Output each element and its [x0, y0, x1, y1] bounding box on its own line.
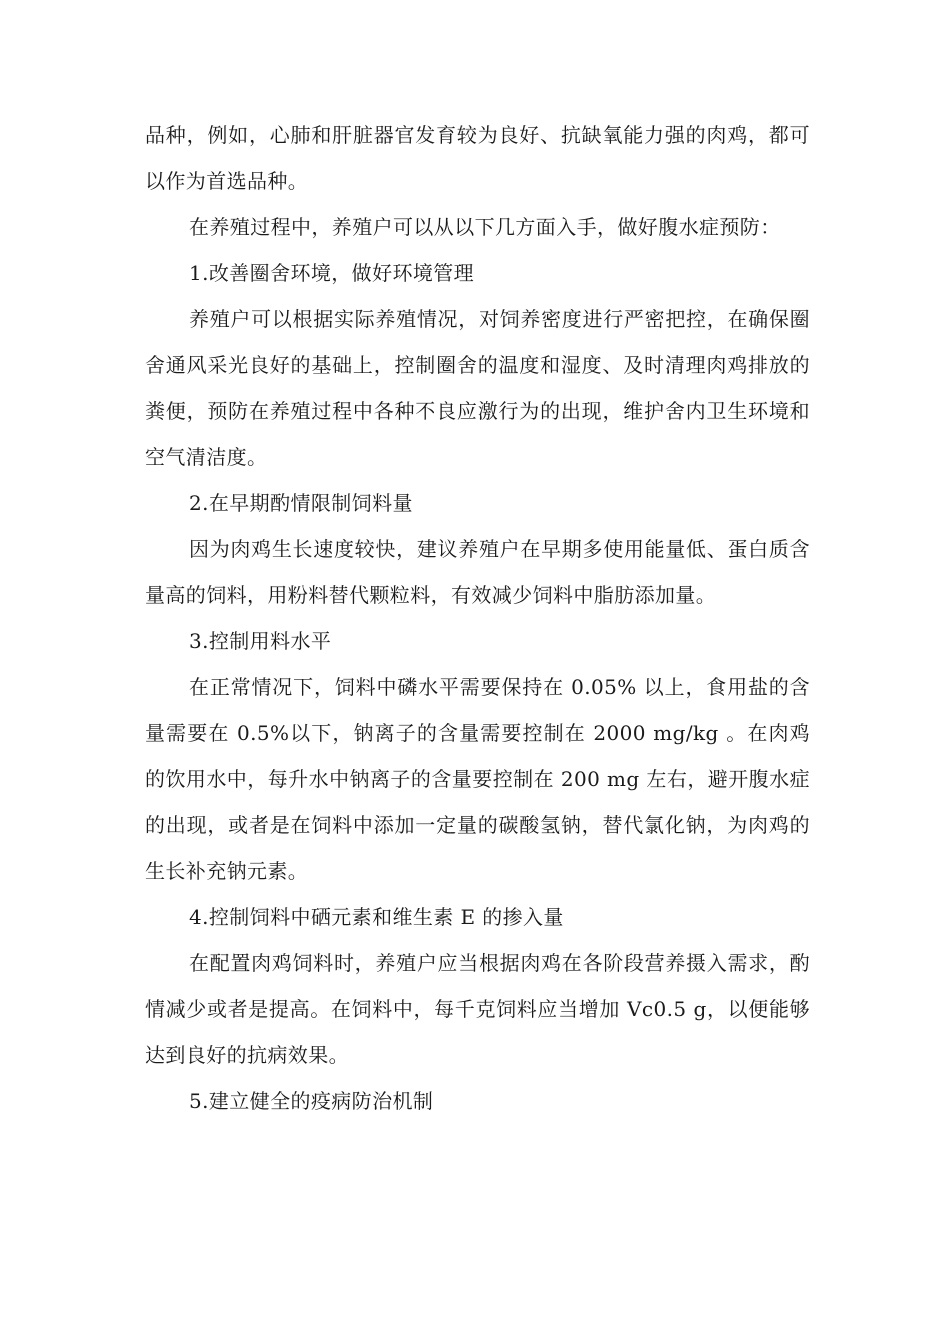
heading-selenium-vitamin-e: 4.控制饲料中硒元素和维生素 E 的掺入量 [189, 905, 564, 929]
heading-feed-level: 3.控制用料水平 [189, 629, 332, 653]
paragraph-selenium-vitamin-e: 在配置肉鸡饲料时，养殖户应当根据肉鸡在各阶段营养摄入需求，酌情减少或者是提高。在饲料中，每千克饲料应当增加 Vc0.5 g，以便能够达到良好的抗病效果。 [145, 951, 810, 1067]
paragraph-breed-selection: 品种，例如，心肺和肝脏器官发育较为良好、抗缺氧能力强的肉鸡，都可以作为首选品种。 [145, 123, 810, 193]
heading-disease-prevention: 5.建立健全的疫病防治机制 [189, 1089, 434, 1113]
paragraph-feed-level: 在正常情况下，饲料中磷水平需要保持在 0.05% 以上，食用盐的含量需要在 0.5%以下，钠离子的含量需要控制在 2000 mg/kg 。在肉鸡的饮用水中，每升水中钠离子的含量要控制在 200 mg 左右，避开腹水症的出现，或者是在饲料中添加一定量的碳酸氢钠，替代氯化钠，为肉鸡的生长补充钠元素。 [145, 675, 810, 883]
heading-environment: 1.改善圈舍环境，做好环境管理 [189, 261, 475, 285]
heading-feed-restriction: 2.在早期酌情限制饲料量 [189, 491, 413, 515]
document-body [145, 112, 810, 1124]
paragraph-prevention-intro: 在养殖过程中，养殖户可以从以下几方面入手，做好腹水症预防： [189, 215, 781, 239]
paragraph-feed-restriction: 因为肉鸡生长速度较快，建议养殖户在早期多使用能量低、蛋白质含量高的饲料，用粉料替代颗粒料，有效减少饲料中脂肪添加量。 [145, 537, 810, 607]
paragraph-environment: 养殖户可以根据实际养殖情况，对饲养密度进行严密把控，在确保圈舍通风采光良好的基础上，控制圈舍的温度和湿度、及时清理肉鸡排放的粪便，预防在养殖过程中各种不良应激行为的出现，维护舍内卫生环境和空气清洁度。 [145, 307, 810, 469]
